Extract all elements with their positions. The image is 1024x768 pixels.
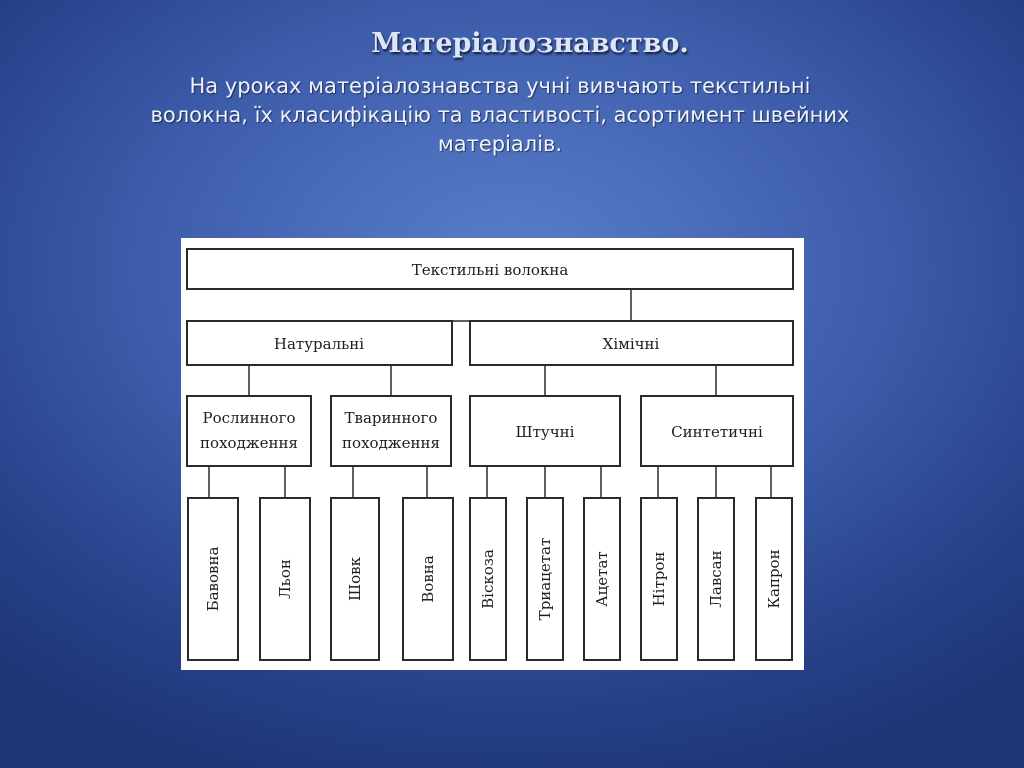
fiber-flax-label: Льон (276, 559, 294, 599)
root-node (187, 249, 793, 289)
fiber-classification-diagram (181, 238, 804, 670)
fiber-nitron (641, 498, 677, 660)
fiber-flax (260, 498, 310, 660)
fiber-lavsan (698, 498, 734, 660)
fiber-acetate (584, 498, 620, 660)
slide-text: На уроках матеріалознавства учні вивчають текстильні волокна, їх класифікацію та властивості, асортимент швейних матеріалів. (150, 74, 850, 156)
category-natural-label: Натуральні (273, 335, 365, 353)
fiber-silk-label: Шовк (346, 557, 364, 601)
category-natural (187, 321, 452, 365)
subcategory-synthetic-label: Синтетичні (671, 423, 763, 441)
fiber-cotton-label: Бавовна (204, 546, 222, 612)
fiber-triacetate-label: Триацетат (536, 537, 554, 621)
subcategory-animal-line2: походження (342, 434, 440, 452)
fiber-silk (331, 498, 379, 660)
subcategory-plant-line1: Рослинного (202, 409, 296, 427)
subcategory-plant-line2: походження (200, 434, 298, 452)
category-chemical-label: Хімічні (602, 335, 660, 353)
fiber-nitron-label: Нітрон (650, 551, 668, 607)
fiber-kapron (756, 498, 792, 660)
diagram-svg (181, 238, 804, 670)
fiber-viscose-label: Віскоза (479, 549, 497, 609)
fiber-kapron-label: Капрон (765, 549, 783, 609)
fiber-viscose (470, 498, 506, 660)
fiber-wool-label: Вовна (419, 555, 437, 603)
subcategory-animal (331, 396, 451, 466)
subcategory-plant (187, 396, 311, 466)
fiber-cotton (188, 498, 238, 660)
subcategory-animal-line1: Тваринного (344, 409, 438, 427)
category-chemical (470, 321, 793, 365)
fiber-triacetate (527, 498, 563, 660)
fiber-lavsan-label: Лавсан (707, 550, 725, 608)
fiber-wool (403, 498, 453, 660)
slide-title: Матеріалознавство. (371, 28, 689, 59)
root-label: Текстильні волокна (411, 261, 569, 279)
subcategory-artificial (470, 396, 620, 466)
subcategory-synthetic (641, 396, 793, 466)
subcategory-artificial-label: Штучні (515, 423, 575, 441)
fiber-acetate-label: Ацетат (593, 551, 611, 607)
